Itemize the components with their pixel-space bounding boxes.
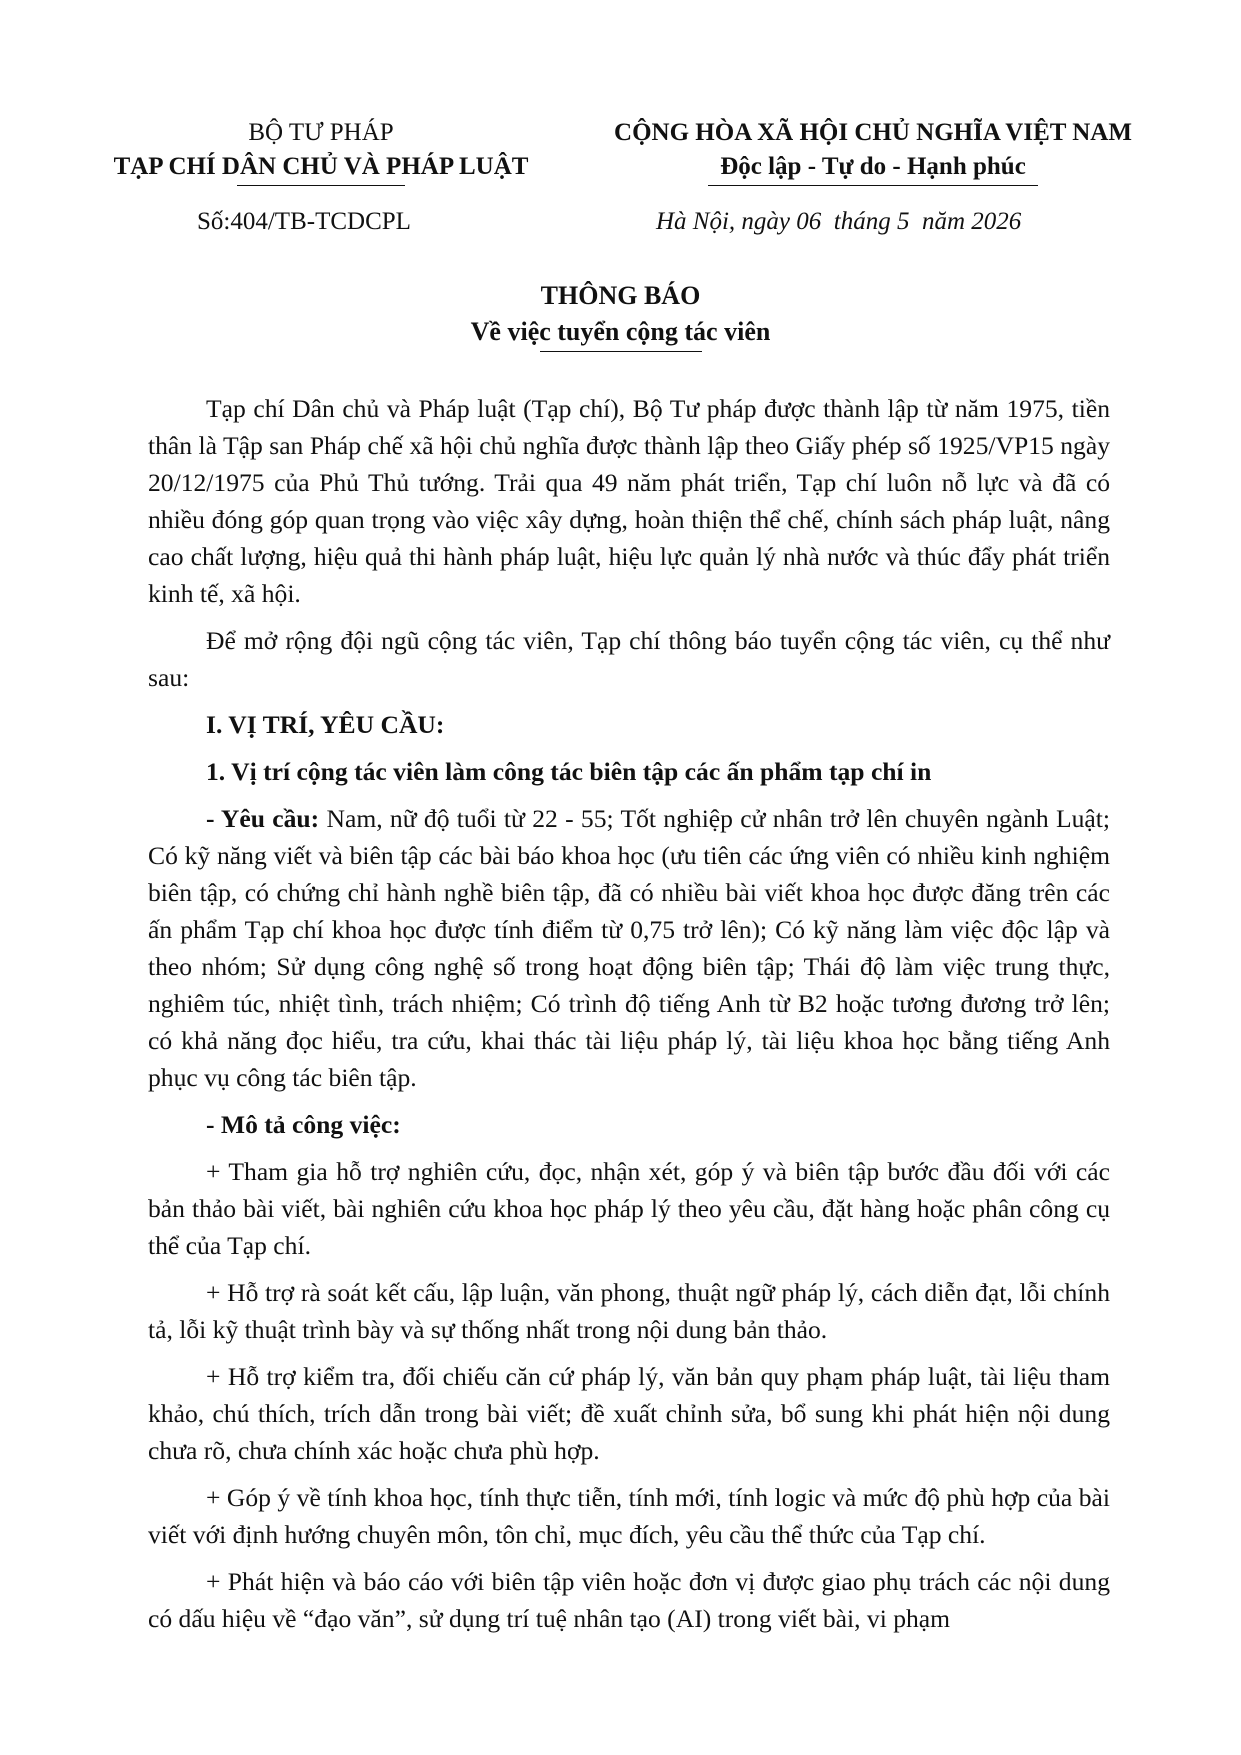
section-heading: I. VỊ TRÍ, YÊU CẦU: (206, 710, 445, 739)
duty-item: + Hỗ trợ kiểm tra, đối chiếu căn cứ pháp lý, văn bản quy phạm pháp luật, tài liệu tham khảo, chú thích, trích dẫn trong bài viết; đề xuất chỉnh sửa, bổ sung khi phát hiện nội dung chưa rõ, chưa chính xác hoặc chưa phù hợp. (148, 1362, 1110, 1465)
subject-underline (540, 351, 702, 352)
position-heading: 1. Vị trí cộng tác viên làm công tác biên tập các ấn phẩm tạp chí in (206, 757, 932, 786)
document-title: THÔNG BÁO (540, 281, 701, 310)
duty-item: + Hỗ trợ rà soát kết cấu, lập luận, văn phong, thuật ngữ pháp lý, cách diễn đạt, lỗi chính tả, lỗi kỹ thuật trình bày và sự thống nhất trong nội dung bản thảo. (148, 1278, 1110, 1344)
national-header (578, 116, 1168, 186)
duty-item: + Tham gia hỗ trợ nghiên cứu, đọc, nhận xét, góp ý và biên tập bước đầu đối với các bản thảo bài viết, bài nghiên cứu khoa học pháp lý theo yêu cầu, đặt hàng hoặc phân công cụ thể của Tạp chí. (148, 1157, 1110, 1260)
requirements-text: Nam, nữ độ tuổi từ 22 - 55; Tốt nghiệp cử nhân trở lên chuyên ngành Luật; Có kỹ năng viết và biên tập các bài báo khoa học (ưu tiên các ứng viên có nhiều kinh nghiệm biên tập, có chứng chỉ hành nghề biên tập, đã có nhiều bài viết khoa học được đăng trên các ấn phẩm Tạp chí khoa học được tính điểm từ 0,75 trở lên); Có kỹ năng làm việc độc lập và theo nhóm; Sử dụng công nghệ số trong hoạt động biên tập; Thái độ làm việc trung thực, nghiêm túc, nhiệt tình, trách nhiệm; Có trình độ tiếng Anh từ B2 hoặc tương đương trở lên; có khả năng đọc hiểu, tra cứu, khai thác tài liệu pháp lý, tài liệu khoa học bằng tiếng Anh phục vụ công tác biên tập. (148, 804, 1110, 1092)
agency-name: TẠP CHÍ DÂN CHỦ VÀ PHÁP LUẬT (113, 153, 529, 180)
job-description-label-text: - Mô tả công việc: (206, 1110, 401, 1139)
national-motto: Độc lập - Tự do - Hạnh phúc (720, 153, 1026, 180)
ministry-name: BỘ TƯ PHÁP (248, 119, 394, 146)
job-description-label (148, 1106, 1110, 1143)
document-body (148, 390, 1110, 1637)
duty-item: + Góp ý về tính khoa học, tính thực tiễn, tính mới, tính logic và mức độ phù hợp của bài viết với định hướng chuyên môn, tôn chỉ, mục đích, yêu cầu thể thức của Tạp chí. (148, 1483, 1110, 1549)
issuer-underline (237, 185, 405, 186)
duty-item: + Phát hiện và báo cáo với biên tập viên hoặc đơn vị được giao phụ trách các nội dung có dấu hiệu về “đạo văn”, sử dụng trí tuệ nhân tạo (AI) trong viết bài, vi phạm (148, 1567, 1110, 1633)
place-date: Hà Nội, ngày 06 tháng 5 năm 2026 (656, 208, 1022, 235)
intro-paragraph: Tạp chí Dân chủ và Pháp luật (Tạp chí), Bộ Tư pháp được thành lập từ năm 1975, tiền thân là Tập san Pháp chế xã hội chủ nghĩa được thành lập theo Giấy phép số 1925/VP15 ngày 20/12/1975 của Phủ Thủ tướng. Trải qua 49 năm phát triển, Tạp chí luôn nỗ lực và đã có nhiều đóng góp quan trọng vào việc xây dựng, hoàn thiện thể chế, chính sách pháp luật, nâng cao chất lượng, hiệu quả thi hành pháp luật, hiệu lực quản lý nhà nước và thúc đẩy phát triển kinh tế, xã hội. (148, 394, 1110, 608)
issuer-block (86, 116, 556, 186)
reference-prefix: Số: (197, 208, 231, 235)
requirements-label: - Yêu cầu: (206, 804, 320, 833)
document-subject: Về việc tuyển cộng tác viên (470, 317, 771, 346)
reference-number-value: 404 (230, 208, 268, 235)
purpose-paragraph: Để mở rộng đội ngũ cộng tác viên, Tạp chí thông báo tuyển cộng tác viên, cụ thể như sau: (148, 626, 1110, 692)
country-name: CỘNG HÒA XÃ HỘI CHỦ NGHĨA VIỆT NAM (614, 119, 1132, 146)
requirements-paragraph (148, 800, 1110, 1096)
reference-suffix: /TB-TCDCPL (267, 208, 411, 235)
motto-underline (708, 185, 1038, 186)
reference-number (197, 208, 411, 236)
title-block (0, 278, 1241, 352)
